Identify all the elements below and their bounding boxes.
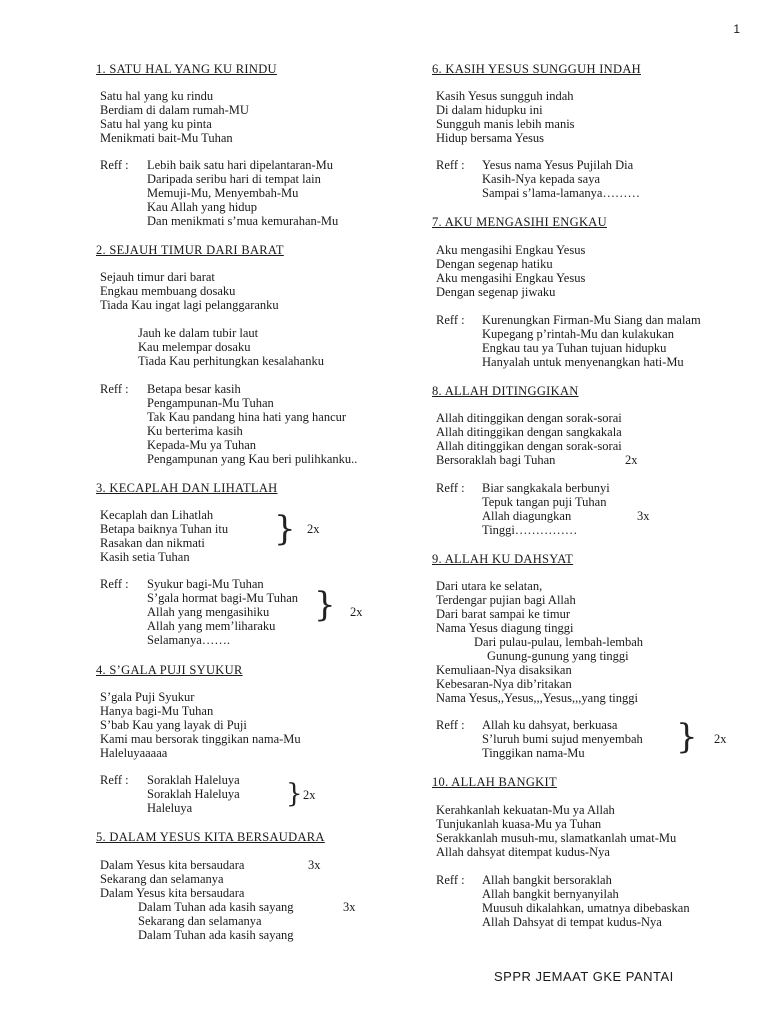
verse-line: Tunjukanlah kuasa-Mu ya Tuhan [436, 817, 602, 831]
reff-line: Betapa besar kasih [147, 382, 241, 396]
repeat-brace: } [274, 509, 296, 549]
reff-line: Engkau tau ya Tuhan tujuan hidupku [482, 341, 667, 355]
reff-line: Allah bangkit bernyanyilah [482, 887, 619, 901]
verse-line: Allah ditinggikan dengan sorak-sorai [436, 411, 622, 425]
verse-line: Sekarang dan selamanya [138, 914, 262, 928]
reff-line: Kasih-Nya kepada saya [482, 172, 601, 186]
verse-line: Kerahkanlah kekuatan-Mu ya Allah [436, 803, 615, 817]
footer-church-name: SPPR JEMAAT GKE PANTAI [494, 969, 674, 984]
verse-line: Kasih setia Tuhan [100, 550, 190, 564]
verse-line: Dalam Tuhan ada kasih sayang [138, 900, 294, 914]
reff-label: Reff : [436, 718, 465, 732]
verse-line: Sungguh manis lebih manis [436, 117, 575, 131]
reff-line: Syukur bagi-Mu Tuhan [147, 577, 264, 591]
verse-line: Bersoraklah bagi Tuhan [436, 453, 556, 467]
verse-line: Kasih Yesus sungguh indah [436, 89, 574, 103]
repeat-count: 2x [625, 453, 638, 467]
reff-label: Reff : [100, 773, 129, 787]
reff-line: Tinggikan nama-Mu [482, 746, 585, 760]
reff-line: Tak Kau pandang hina hati yang hancur [147, 410, 347, 424]
verse-line: Hanya bagi-Mu Tuhan [100, 704, 214, 718]
repeat-brace: } [286, 779, 303, 809]
verse-line: Sejauh timur dari barat [100, 270, 215, 284]
reff-label: Reff : [436, 873, 465, 887]
reff-line: Allah ku dahsyat, berkuasa [482, 718, 618, 732]
reff-line: Muusuh dikalahkan, umatnya dibebaskan [482, 901, 690, 915]
song-title: 3. KECAPLAH DAN LIHATLAH [96, 481, 278, 495]
verse-line: S’bab Kau yang layak di Puji [100, 718, 247, 732]
reff-line: Pengampunan yang Kau beri pulihkanku.. [147, 452, 358, 466]
verse-line: Di dalam hidupku ini [436, 103, 543, 117]
song-title: 5. DALAM YESUS KITA BERSAUDARA [96, 830, 325, 844]
reff-line: Daripada seribu hari di tempat lain [147, 172, 321, 186]
verse-line: S’gala Puji Syukur [100, 690, 195, 704]
verse-line: Dengan segenap jiwaku [436, 285, 556, 299]
verse-line: Kami mau bersorak tinggikan nama-Mu [100, 732, 301, 746]
verse-line: Dengan segenap hatiku [436, 257, 553, 271]
repeat-brace: } [676, 717, 698, 757]
repeat-brace: } [314, 585, 336, 625]
verse-line: Aku mengasihi Engkau Yesus [436, 243, 586, 257]
reff-line: Allah Dahsyat di tempat kudus-Nya [482, 915, 662, 929]
verse-line: Haleluyaaaaa [100, 746, 168, 760]
reff-line: Selamanya……. [147, 633, 230, 647]
reff-line: Kurenungkan Firman-Mu Siang dan malam [482, 313, 701, 327]
reff-line: Ku berterima kasih [147, 424, 243, 438]
verse-line: Dalam Tuhan ada kasih sayang [138, 928, 294, 942]
verse-line: Gunung-gunung yang tinggi [487, 649, 629, 663]
verse-line: Tiada Kau perhitungkan kesalahanku [138, 354, 324, 368]
reff-label: Reff : [436, 313, 465, 327]
verse-line: Dari pulau-pulau, lembah-lembah [474, 635, 644, 649]
verse-line: Allah ditinggikan dengan sangkakala [436, 425, 622, 439]
reff-label: Reff : [436, 158, 465, 172]
verse-line: Rasakan dan nikmati [100, 536, 205, 550]
reff-line: S’gala hormat bagi-Mu Tuhan [147, 591, 299, 605]
reff-label: Reff : [100, 382, 129, 396]
verse-line: Jauh ke dalam tubir laut [138, 326, 259, 340]
song-title: 10. ALLAH BANGKIT [432, 775, 557, 789]
verse-line: Engkau membuang dosaku [100, 284, 236, 298]
song-title: 4. S’GALA PUJI SYUKUR [96, 663, 243, 677]
song-title: 9. ALLAH KU DAHSYAT [432, 552, 574, 566]
verse-line: Kemuliaan-Nya disaksikan [436, 663, 572, 677]
verse-line: Dari barat sampai ke timur [436, 607, 570, 621]
song-title: 6. KASIH YESUS SUNGGUH INDAH [432, 62, 641, 76]
verse-line: Kebesaran-Nya dib’ritakan [436, 677, 572, 691]
verse-line: Allah ditinggikan dengan sorak-sorai [436, 439, 622, 453]
verse-line: Serakkanlah musuh-mu, slamatkanlah umat-Mu [436, 831, 677, 845]
reff-line: Lebih baik satu hari dipelantaran-Mu [147, 158, 334, 172]
verse-line: Sekarang dan selamanya [100, 872, 224, 886]
reff-line: Tinggi…………… [482, 523, 578, 537]
verse-line: Nama Yesus diagung tinggi [436, 621, 574, 635]
repeat-count: 2x [303, 788, 316, 802]
verse-line: Terdengar pujian bagi Allah [436, 593, 576, 607]
verse-line: Betapa baiknya Tuhan itu [100, 522, 229, 536]
verse-line: Aku mengasihi Engkau Yesus [436, 271, 586, 285]
reff-line: Yesus nama Yesus Pujilah Dia [482, 158, 634, 172]
song-title: 2. SEJAUH TIMUR DARI BARAT [96, 243, 284, 257]
reff-line: Kau Allah yang hidup [147, 200, 258, 214]
verse-line: Dalam Yesus kita bersaudara [100, 886, 245, 900]
repeat-count: 3x [308, 858, 321, 872]
reff-line: Tepuk tangan puji Tuhan [482, 495, 607, 509]
reff-line: Kepada-Mu ya Tuhan [147, 438, 257, 452]
reff-line: Memuji-Mu, Menyembah-Mu [147, 186, 299, 200]
repeat-count: 3x [637, 509, 650, 523]
reff-line: Allah bangkit bersoraklah [482, 873, 612, 887]
verse-line: Tiada Kau ingat lagi pelanggaranku [100, 298, 279, 312]
song-title: 8. ALLAH DITINGGIKAN [432, 384, 579, 398]
song-title: 1. SATU HAL YANG KU RINDU [96, 62, 277, 76]
reff-label: Reff : [100, 577, 129, 591]
reff-label: Reff : [436, 481, 465, 495]
reff-line: Hanyalah untuk menyenangkan hati-Mu [482, 355, 684, 369]
reff-line: Sampai s’lama-lamanya……… [482, 186, 640, 200]
verse-line: Nama Yesus,,Yesus,,,Yesus,,,yang tinggi [436, 691, 639, 705]
verse-line: Dalam Yesus kita bersaudara [100, 858, 245, 872]
reff-line: Allah diagungkan [482, 509, 572, 523]
repeat-count: 2x [714, 732, 727, 746]
page-number: 1 [733, 22, 740, 36]
verse-line: Satu hal yang ku rindu [100, 89, 214, 103]
song-title: 7. AKU MENGASIHI ENGKAU [432, 215, 607, 229]
reff-line: Soraklah Haleluya [147, 773, 240, 787]
repeat-count: 2x [350, 605, 363, 619]
repeat-count: 2x [307, 522, 320, 536]
reff-line: Haleluya [147, 801, 193, 815]
verse-line: Kau melempar dosaku [138, 340, 251, 354]
reff-line: Dan menikmati s’mua kemurahan-Mu [147, 214, 339, 228]
repeat-count: 3x [343, 900, 356, 914]
verse-line: Kecaplah dan Lihatlah [100, 508, 214, 522]
verse-line: Allah dahsyat ditempat kudus-Nya [436, 845, 610, 859]
verse-line: Hidup bersama Yesus [436, 131, 544, 145]
reff-line: Biar sangkakala berbunyi [482, 481, 610, 495]
reff-line: Allah yang mem’liharaku [147, 619, 276, 633]
reff-line: Pengampunan-Mu Tuhan [147, 396, 274, 410]
reff-label: Reff : [100, 158, 129, 172]
verse-line: Dari utara ke selatan, [436, 579, 543, 593]
reff-line: Kupegang p’rintah-Mu dan kulakukan [482, 327, 674, 341]
reff-line: Soraklah Haleluya [147, 787, 240, 801]
verse-line: Menikmati bait-Mu Tuhan [100, 131, 233, 145]
reff-line: Allah yang mengasihiku [147, 605, 270, 619]
verse-line: Satu hal yang ku pinta [100, 117, 212, 131]
reff-line: S’luruh bumi sujud menyembah [482, 732, 643, 746]
verse-line: Berdiam di dalam rumah-MU [100, 103, 249, 117]
